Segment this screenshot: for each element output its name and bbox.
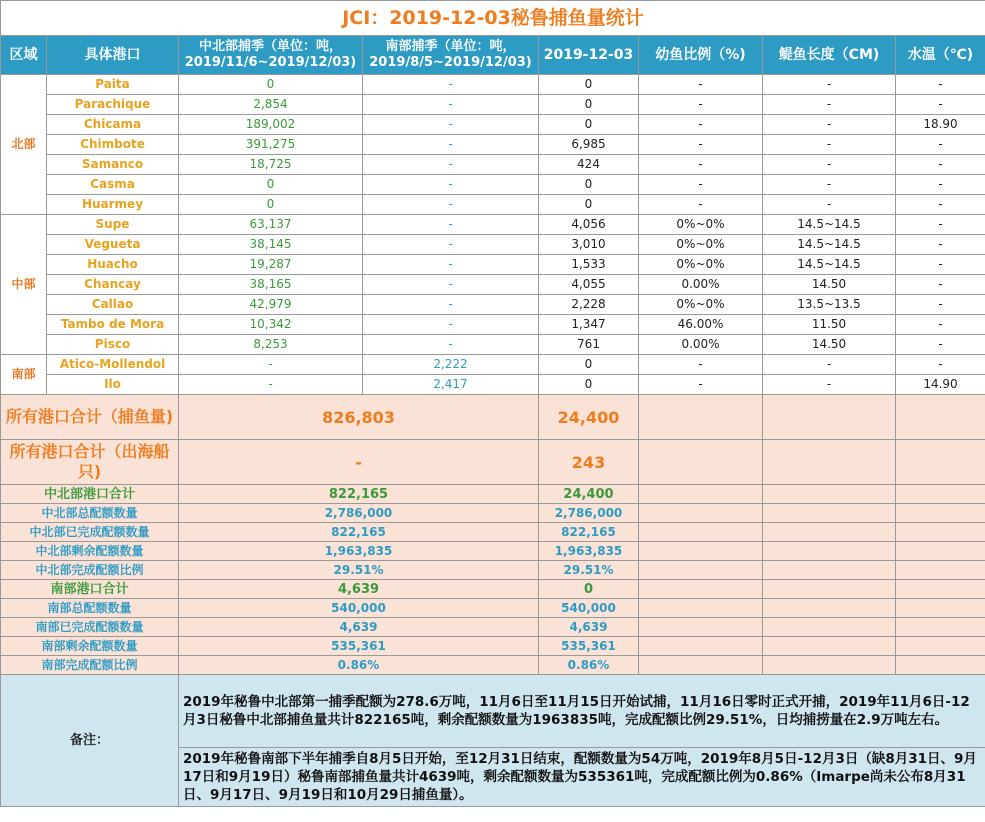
summary-label: 南部总配额数量 [1,599,179,618]
summary-label: 中北部港口合计 [1,485,179,504]
temp-value: - [896,295,985,315]
port-name: Casma [47,175,179,195]
note-row [1,675,985,748]
summary-daily: 822,165 [539,523,639,542]
page-title: JCI：2019-12-03秘鲁捕鱼量统计 [1,1,985,36]
summary-row [1,618,985,637]
length-value: - [763,115,896,135]
temp-value: - [896,235,985,255]
header-date: 2019-12-03 [539,36,639,75]
summary-season: 0.86% [179,656,539,675]
total-catch-label: 所有港口合计（捕鱼量) [1,395,179,440]
juvenile-value: - [639,155,763,175]
juvenile-value: 0.00% [639,335,763,355]
port-name: Supe [47,215,179,235]
north-season-value: 2,854 [179,95,363,115]
north-season-value: 189,002 [179,115,363,135]
temp-value: - [896,95,985,115]
north-season-value: 19,287 [179,255,363,275]
temp-value: - [896,155,985,175]
daily-value: 6,985 [539,135,639,155]
length-value: 14.5~14.5 [763,235,896,255]
summary-label: 中北部剩余配额数量 [1,542,179,561]
south-season-value: 2,222 [363,355,539,375]
header-length: 鳀鱼长度（CM) [763,36,896,75]
north-season-value: 391,275 [179,135,363,155]
length-value: 14.50 [763,335,896,355]
summary-label: 南部剩余配额数量 [1,637,179,656]
summary-daily: 29.51% [539,561,639,580]
north-season-value: 42,979 [179,295,363,315]
header-north-season: 中北部捕季（单位：吨，2019/11/6~2019/12/03) [179,36,363,75]
length-value: 14.50 [763,275,896,295]
summary-row [1,599,985,618]
south-season-value: - [363,75,539,95]
header-port: 具体港口 [47,36,179,75]
temp-value: - [896,255,985,275]
daily-value: 0 [539,375,639,395]
juvenile-value: 0.00% [639,275,763,295]
header-south-season: 南部捕季（单位：吨，2019/8/5~2019/12/03) [363,36,539,75]
daily-value: 1,533 [539,255,639,275]
summary-label: 中北部完成配额比例 [1,561,179,580]
table-row [1,195,985,215]
summary-row [1,637,985,656]
port-name: Huarmey [47,195,179,215]
summary-label: 南部完成配额比例 [1,656,179,675]
port-name: Chancay [47,275,179,295]
port-name: Pisco [47,335,179,355]
summary-row [1,542,985,561]
north-season-value: - [179,375,363,395]
header-temp: 水温（℃) [896,36,985,75]
daily-value: 0 [539,115,639,135]
juvenile-value: - [639,195,763,215]
length-value: 11.50 [763,315,896,335]
summary-season: 822,165 [179,523,539,542]
summary-season: 4,639 [179,580,539,599]
total-vessel-label: 所有港口合计（出海船只) [1,440,179,485]
juvenile-value: - [639,115,763,135]
temp-value: - [896,195,985,215]
north-season-value: 18,725 [179,155,363,175]
south-season-value: - [363,295,539,315]
south-season-value: - [363,335,539,355]
table-row [1,95,985,115]
juvenile-value: 0%~0% [639,235,763,255]
port-name: Chimbote [47,135,179,155]
south-season-value: - [363,195,539,215]
summary-season: 540,000 [179,599,539,618]
table-row [1,275,985,295]
port-name: Callao [47,295,179,315]
port-name: Vegueta [47,235,179,255]
south-season-value: - [363,115,539,135]
total-catch-daily: 24,400 [539,395,639,440]
summary-row [1,656,985,675]
length-value: - [763,95,896,115]
daily-value: 424 [539,155,639,175]
daily-value: 0 [539,95,639,115]
summary-season: 4,639 [179,618,539,637]
temp-value: - [896,135,985,155]
length-value: - [763,75,896,95]
juvenile-value: - [639,95,763,115]
summary-label: 中北部总配额数量 [1,504,179,523]
length-value: - [763,175,896,195]
note-label: 备注： [1,675,179,807]
total-catch-row [1,395,985,440]
south-season-value: - [363,135,539,155]
north-season-value: - [179,355,363,375]
summary-daily: 4,639 [539,618,639,637]
summary-row [1,523,985,542]
table-row [1,355,985,375]
table-row [1,295,985,315]
summary-row [1,485,985,504]
region-central: 中部 [1,215,47,355]
port-name: Tambo de Mora [47,315,179,335]
juvenile-value: 0%~0% [639,215,763,235]
table-row [1,375,985,395]
juvenile-value: - [639,375,763,395]
total-catch-season: 826,803 [179,395,539,440]
note-north: 2019年秘鲁中北部第一捕季配额为278.6万吨，11月6日至11月15日开始试捕，11月16日零时正式开捕，2019年11月6日-12月3日秘鲁中北部捕鱼量共计822165吨，剩余配额数量为1963835吨，完成配额比例29.51%，日均捕捞量在2.9万吨左右。 [179,675,985,748]
summary-row [1,561,985,580]
port-name: Samanco [47,155,179,175]
total-vessel-season: - [179,440,539,485]
summary-daily: 24,400 [539,485,639,504]
south-season-value: - [363,315,539,335]
table-row [1,135,985,155]
summary-daily: 540,000 [539,599,639,618]
table-row [1,175,985,195]
south-season-value: - [363,215,539,235]
juvenile-value: - [639,355,763,375]
length-value: 14.5~14.5 [763,215,896,235]
summary-label: 中北部已完成配额数量 [1,523,179,542]
region-south: 南部 [1,355,47,395]
summary-season: 822,165 [179,485,539,504]
temp-value: - [896,215,985,235]
north-season-value: 63,137 [179,215,363,235]
port-name: Paita [47,75,179,95]
south-season-value: - [363,95,539,115]
juvenile-value: 0%~0% [639,255,763,275]
south-season-value: - [363,255,539,275]
header-region: 区域 [1,36,47,75]
length-value: 13.5~13.5 [763,295,896,315]
port-name: Chicama [47,115,179,135]
north-season-value: 10,342 [179,315,363,335]
temp-value: - [896,335,985,355]
table-row [1,75,985,95]
daily-value: 0 [539,175,639,195]
port-name: Parachique [47,95,179,115]
total-vessel-row [1,440,985,485]
daily-value: 2,228 [539,295,639,315]
temp-value: - [896,175,985,195]
south-season-value: - [363,175,539,195]
summary-row [1,580,985,599]
temp-value: 18.90 [896,115,985,135]
temp-value: - [896,355,985,375]
temp-value: - [896,275,985,295]
daily-value: 0 [539,75,639,95]
summary-daily: 0.86% [539,656,639,675]
south-season-value: - [363,275,539,295]
summary-daily: 1,963,835 [539,542,639,561]
south-season-value: 2,417 [363,375,539,395]
juvenile-value: - [639,75,763,95]
north-season-value: 0 [179,175,363,195]
juvenile-value: 0%~0% [639,295,763,315]
daily-value: 1,347 [539,315,639,335]
juvenile-value: - [639,135,763,155]
summary-season: 29.51% [179,561,539,580]
summary-label: 南部已完成配额数量 [1,618,179,637]
table-row [1,115,985,135]
summary-season: 535,361 [179,637,539,656]
north-season-value: 0 [179,195,363,215]
daily-value: 761 [539,335,639,355]
daily-value: 0 [539,355,639,375]
header-row [1,36,985,75]
port-name: Atico-Mollendol [47,355,179,375]
region-north: 北部 [1,75,47,215]
summary-season: 2,786,000 [179,504,539,523]
length-value: - [763,195,896,215]
length-value: - [763,135,896,155]
south-season-value: - [363,235,539,255]
daily-value: 4,055 [539,275,639,295]
table-row [1,315,985,335]
summary-season: 1,963,835 [179,542,539,561]
summary-daily: 535,361 [539,637,639,656]
table-row [1,155,985,175]
temp-value: - [896,315,985,335]
north-season-value: 38,165 [179,275,363,295]
north-season-value: 38,145 [179,235,363,255]
north-season-value: 0 [179,75,363,95]
port-name: Ilo [47,375,179,395]
table-row [1,215,985,235]
table-row [1,255,985,275]
north-season-value: 8,253 [179,335,363,355]
port-name: Huacho [47,255,179,275]
daily-value: 3,010 [539,235,639,255]
summary-row [1,504,985,523]
south-season-value: - [363,155,539,175]
table-row [1,335,985,355]
table-row [1,235,985,255]
length-value: - [763,355,896,375]
juvenile-value: 46.00% [639,315,763,335]
note-south: 2019年秘鲁南部下半年捕季自8月5日开始，至12月31日结束，配额数量为54万吨，2019年8月5日-12月3日（缺8月31日、9月17日和9月19日）秘鲁南部捕鱼量共计4639吨，剩余配额数量为535361吨，完成配额比例为0.86%（Imarpe尚未公布8月31日、9月17日、9月19日和10月29日捕鱼量）。 [179,748,985,807]
length-value: - [763,155,896,175]
juvenile-value: - [639,175,763,195]
header-juvenile: 幼鱼比例（%) [639,36,763,75]
temp-value: - [896,75,985,95]
length-value: 14.5~14.5 [763,255,896,275]
daily-value: 4,056 [539,215,639,235]
temp-value: 14.90 [896,375,985,395]
summary-label: 南部港口合计 [1,580,179,599]
daily-value: 0 [539,195,639,215]
summary-daily: 0 [539,580,639,599]
summary-daily: 2,786,000 [539,504,639,523]
length-value: - [763,375,896,395]
total-vessel-daily: 243 [539,440,639,485]
